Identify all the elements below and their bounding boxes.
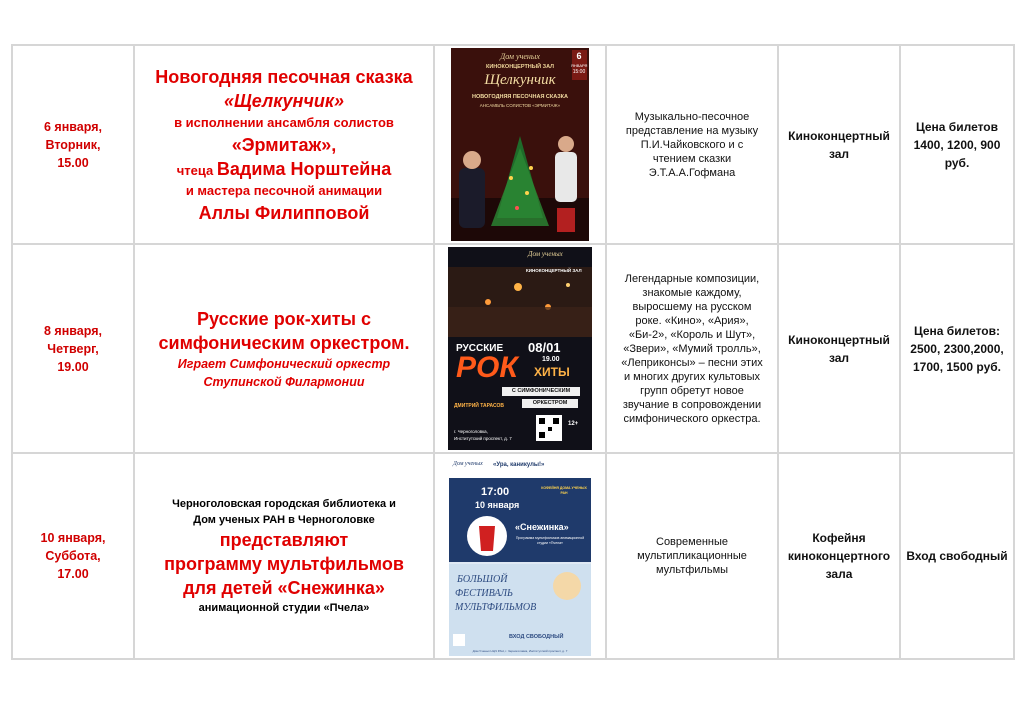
performer-line: в исполнении ансамбля солистов: [174, 114, 394, 130]
price-cell: [900, 453, 1014, 659]
poster-conductor: ДМИТРИЙ ТАРАСОВ: [454, 403, 505, 409]
price-cell: [900, 244, 1014, 453]
event-date: 8 января,: [44, 323, 102, 338]
description-cell: [606, 453, 778, 659]
poster-month: ЯНВАРЯ: [571, 63, 588, 68]
event-description: Современные мультипликационные мультфильмы: [637, 536, 747, 576]
poster-address: Институтский проспект, д. 7: [454, 436, 512, 441]
performer-line: Играет Симфонический оркестр: [177, 356, 391, 371]
rock-poster: [448, 247, 592, 450]
event-time: 17.00: [57, 567, 89, 581]
poster-logo: Дом ученых: [528, 250, 563, 258]
ensemble-name: «Эрмитаж»,: [231, 134, 337, 155]
poster-festival-3: МУЛЬТФИЛЬМОВ: [455, 602, 537, 613]
date-cell: [12, 244, 134, 453]
event-title-cont: симфоническим оркестром.: [158, 332, 410, 353]
poster-cafe: КОФЕЙНЯ ДОМА УЧЕНЫХ РАН: [541, 486, 587, 495]
event-time: 15.00: [57, 155, 89, 170]
poster-venue: КИНОКОНЦЕРТНЫЙ ЗАЛ: [526, 268, 582, 273]
poster-age: 12+: [568, 421, 579, 427]
poster-time: 19.00: [542, 356, 560, 363]
animator-name: Аллы Филипповой: [198, 202, 370, 223]
poster-ensemble: АНСАМБЛЬ СОЛИСТОВ «ЭРМИТАЖ»: [479, 103, 561, 108]
event-title: Русские рок-хиты с: [197, 308, 371, 329]
performer-name: Ступинской Филармонии: [203, 374, 365, 389]
event-venue: Кофейня киноконцертного зала: [787, 531, 891, 581]
poster-logo: Дом ученых: [453, 461, 483, 467]
poster-film: «Снежинка»: [515, 522, 569, 532]
poster-cell: [434, 45, 606, 244]
event-date: 10 января,: [40, 531, 106, 545]
poster-time: 15:00: [572, 69, 586, 75]
event-venue: Киноконцертный зал: [788, 332, 890, 365]
venue-cell: [778, 45, 900, 244]
poster-script-title: Щелкунчик: [484, 72, 556, 88]
table-row: [12, 244, 1014, 453]
venue-cell: [778, 244, 900, 453]
poster-logo: Дом ученых: [500, 52, 540, 61]
table-row: [12, 45, 1014, 244]
price-cell: [900, 45, 1014, 244]
poster-cell: [434, 453, 606, 659]
poster-festival-1: БОЛЬШОЙ: [457, 574, 508, 585]
poster-russkie: РУССКИЕ: [456, 343, 504, 354]
event-price: Цена билетов 1400, 1200, 900 руб.: [913, 119, 1001, 170]
poster-date: 10 января: [475, 500, 520, 510]
event-price: Цена билетов: 2500, 2300,2000, 1700, 1500 руб.: [910, 323, 1004, 374]
date-cell: [12, 453, 134, 659]
poster-city: г. Черноголовка,: [454, 429, 488, 434]
poster-time: 17:00: [481, 486, 510, 498]
event-title-name: «Щелкунчик»: [223, 90, 345, 111]
poster-program: Программа мультфильмов анимационной студии «Пчела»: [515, 536, 585, 545]
event-description: Музыкально-песочное представление на музыку П.И.Чайковского и с чтением сказки Э.Т.А.А.Гофмана: [625, 110, 759, 179]
description-cell: [606, 45, 778, 244]
event-description: Легендарные композиции, знакомые каждому, выросшему на русском роке. «Кино», «Ария», «Би-2», «Король и Шут», «Звери», «Мумий тролль», «Леприконсы» – песни этих и многих других культовых групп обретут новое звучание в сопровождении симфонического оркестра.: [621, 272, 763, 425]
table-row: [12, 453, 1014, 659]
poster-rock: РОК: [456, 351, 518, 384]
event-title: программу мультфильмов: [164, 554, 404, 574]
poster-venue: КИНОКОНЦЕРТНЫЙ ЗАЛ: [486, 64, 554, 70]
poster-cell: [434, 244, 606, 453]
nutcracker-poster: [451, 48, 589, 241]
poster-festival-2: ФЕСТИВАЛЬ: [455, 588, 513, 599]
event-weekday: Суббота,: [45, 549, 101, 563]
event-price: Вход свободный: [906, 549, 1008, 563]
title-cell: [134, 453, 434, 659]
animator-line: и мастера песочной анимации: [185, 182, 383, 198]
date-cell: [12, 45, 134, 244]
event-time: 19.00: [57, 359, 89, 374]
poster-hits: ХИТЫ: [534, 365, 570, 379]
events-table: [11, 44, 1015, 660]
event-weekday: Вторник,: [45, 137, 101, 152]
reader-label: чтеца: [176, 162, 217, 178]
organizer-line: Черноголовская городская библиотека и: [172, 498, 396, 510]
poster-free: ВХОД СВОБОДНЫЙ: [509, 634, 564, 640]
event-date: 6 января,: [44, 119, 102, 134]
reader-name: Вадима Норштейна: [216, 158, 392, 179]
event-present: представляют: [219, 530, 349, 550]
organizer-line-2: Дом ученых РАН в Черноголовке: [193, 514, 375, 526]
poster-address: Дом Ученых НЦЧ РАН, г. Черноголовка, Институтский проспект, д. 7: [472, 649, 568, 653]
poster-date: 08/01: [528, 340, 561, 355]
venue-cell: [778, 453, 900, 659]
poster-day: 6: [576, 51, 582, 61]
poster-orchestra: ОРКЕСТРОМ: [522, 399, 578, 408]
studio-line: анимационной студии «Пчела»: [198, 602, 370, 614]
snowflake-poster: [449, 456, 591, 656]
title-cell: [134, 244, 434, 453]
poster-with: С СИМФОНИЧЕСКИМ: [502, 387, 580, 396]
reader-line: [139, 157, 429, 181]
poster-subtitle: НОВОГОДНЯЯ ПЕСОЧНАЯ СКАЗКА: [471, 94, 569, 100]
event-title-cont: для детей «Снежинка»: [183, 578, 385, 598]
title-cell: [134, 45, 434, 244]
event-venue: Киноконцертный зал: [788, 128, 890, 161]
poster-ura: «Ура, каникулы!»: [493, 462, 545, 468]
event-weekday: Четверг,: [47, 341, 99, 356]
description-cell: [606, 244, 778, 453]
event-title: Новогодняя песочная сказка: [155, 66, 413, 87]
